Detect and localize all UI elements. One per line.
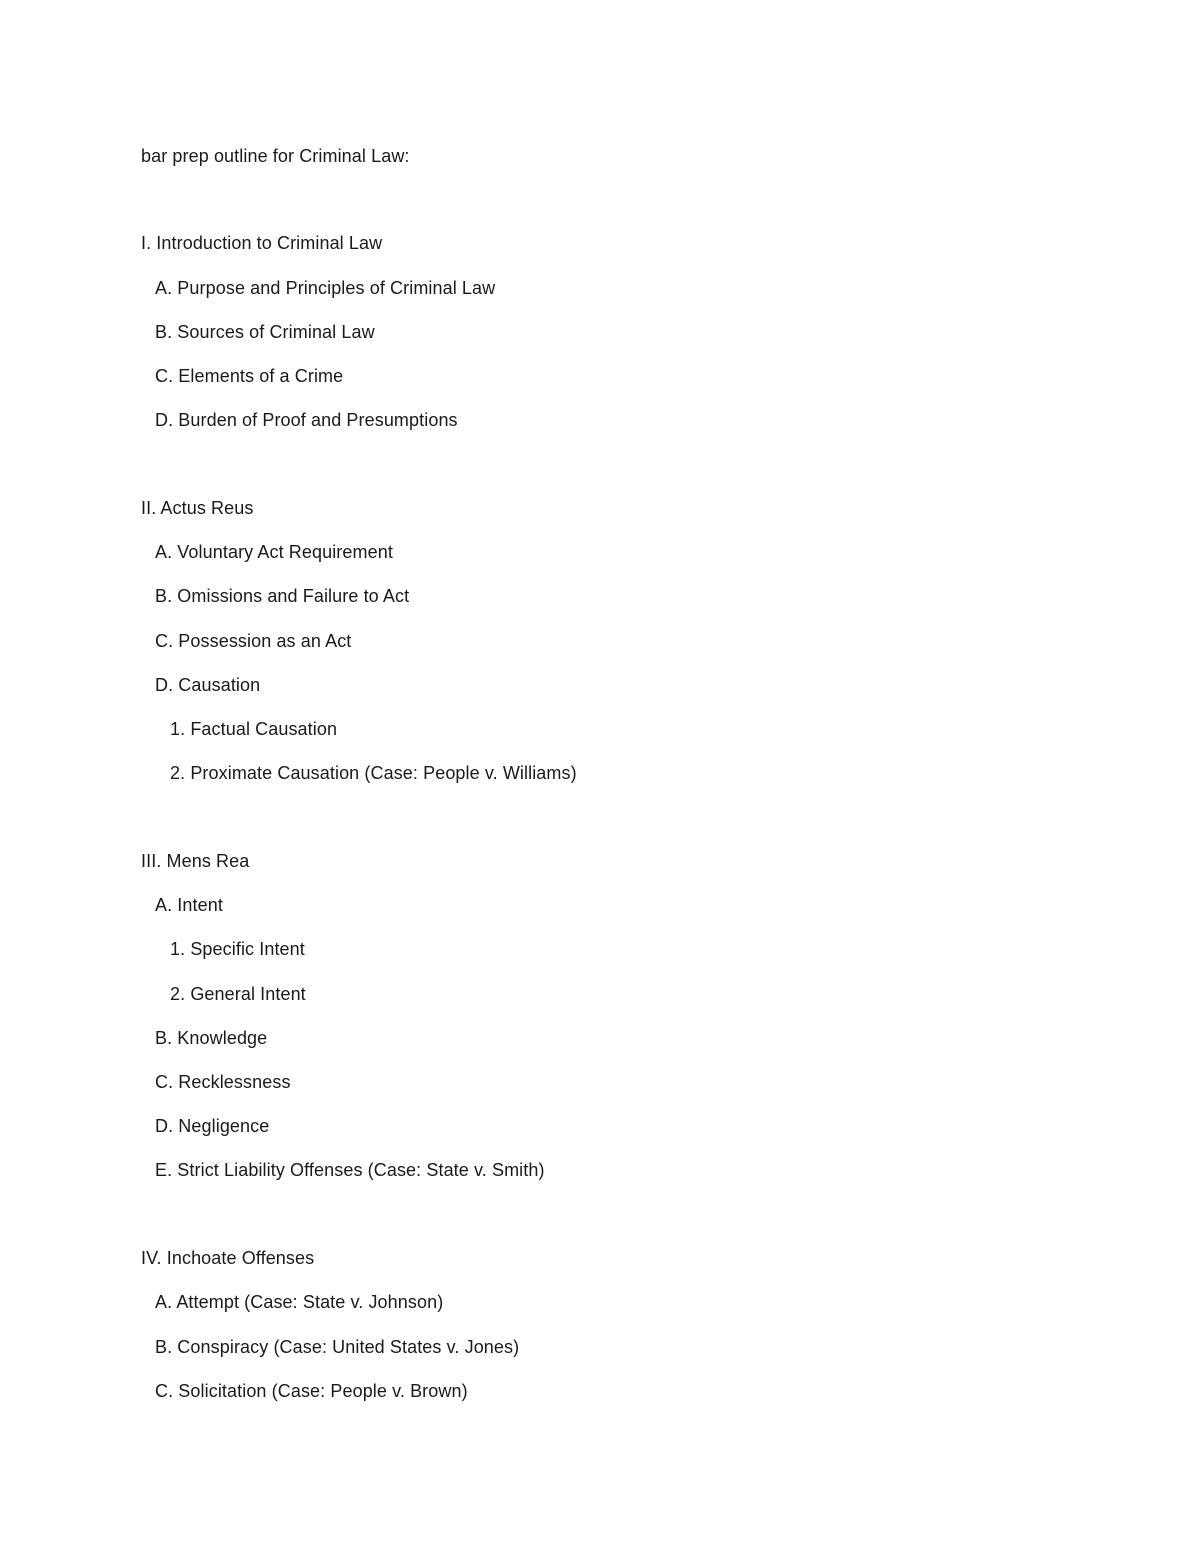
- section-heading-i: I. Introduction to Criminal Law: [141, 233, 383, 253]
- outline-subitem: 2. Proximate Causation (Case: People v. Williams): [170, 763, 577, 783]
- outline-subitem: 1. Factual Causation: [170, 719, 338, 739]
- outline-item: C. Solicitation (Case: People v. Brown): [155, 1381, 468, 1401]
- outline-item: B. Omissions and Failure to Act: [155, 586, 410, 606]
- outline-item: A. Attempt (Case: State v. Johnson): [155, 1292, 444, 1312]
- section-heading-ii: II. Actus Reus: [141, 498, 254, 518]
- outline-item: B. Sources of Criminal Law: [155, 322, 375, 342]
- outline-item: E. Strict Liability Offenses (Case: State v. Smith): [155, 1160, 545, 1180]
- outline-item: B. Conspiracy (Case: United States v. Jones): [155, 1337, 520, 1357]
- outline-item: D. Causation: [155, 675, 261, 695]
- outline-subitem: 1. Specific Intent: [170, 939, 305, 959]
- outline-item: A. Voluntary Act Requirement: [155, 542, 393, 562]
- section-heading-iii: III. Mens Rea: [141, 851, 250, 871]
- outline-item: D. Negligence: [155, 1116, 270, 1136]
- outline-subitem: 2. General Intent: [170, 984, 306, 1004]
- outline-item: C. Possession as an Act: [155, 631, 352, 651]
- outline-item: D. Burden of Proof and Presumptions: [155, 410, 458, 430]
- outline-item: A. Purpose and Principles of Criminal Law: [155, 278, 496, 298]
- outline-item: B. Knowledge: [155, 1028, 268, 1048]
- outline-title: bar prep outline for Criminal Law:: [141, 146, 410, 166]
- outline-item: C. Recklessness: [155, 1072, 291, 1092]
- outline-item: A. Intent: [155, 895, 223, 915]
- outline-item: C. Elements of a Crime: [155, 366, 344, 386]
- section-heading-iv: IV. Inchoate Offenses: [141, 1248, 315, 1268]
